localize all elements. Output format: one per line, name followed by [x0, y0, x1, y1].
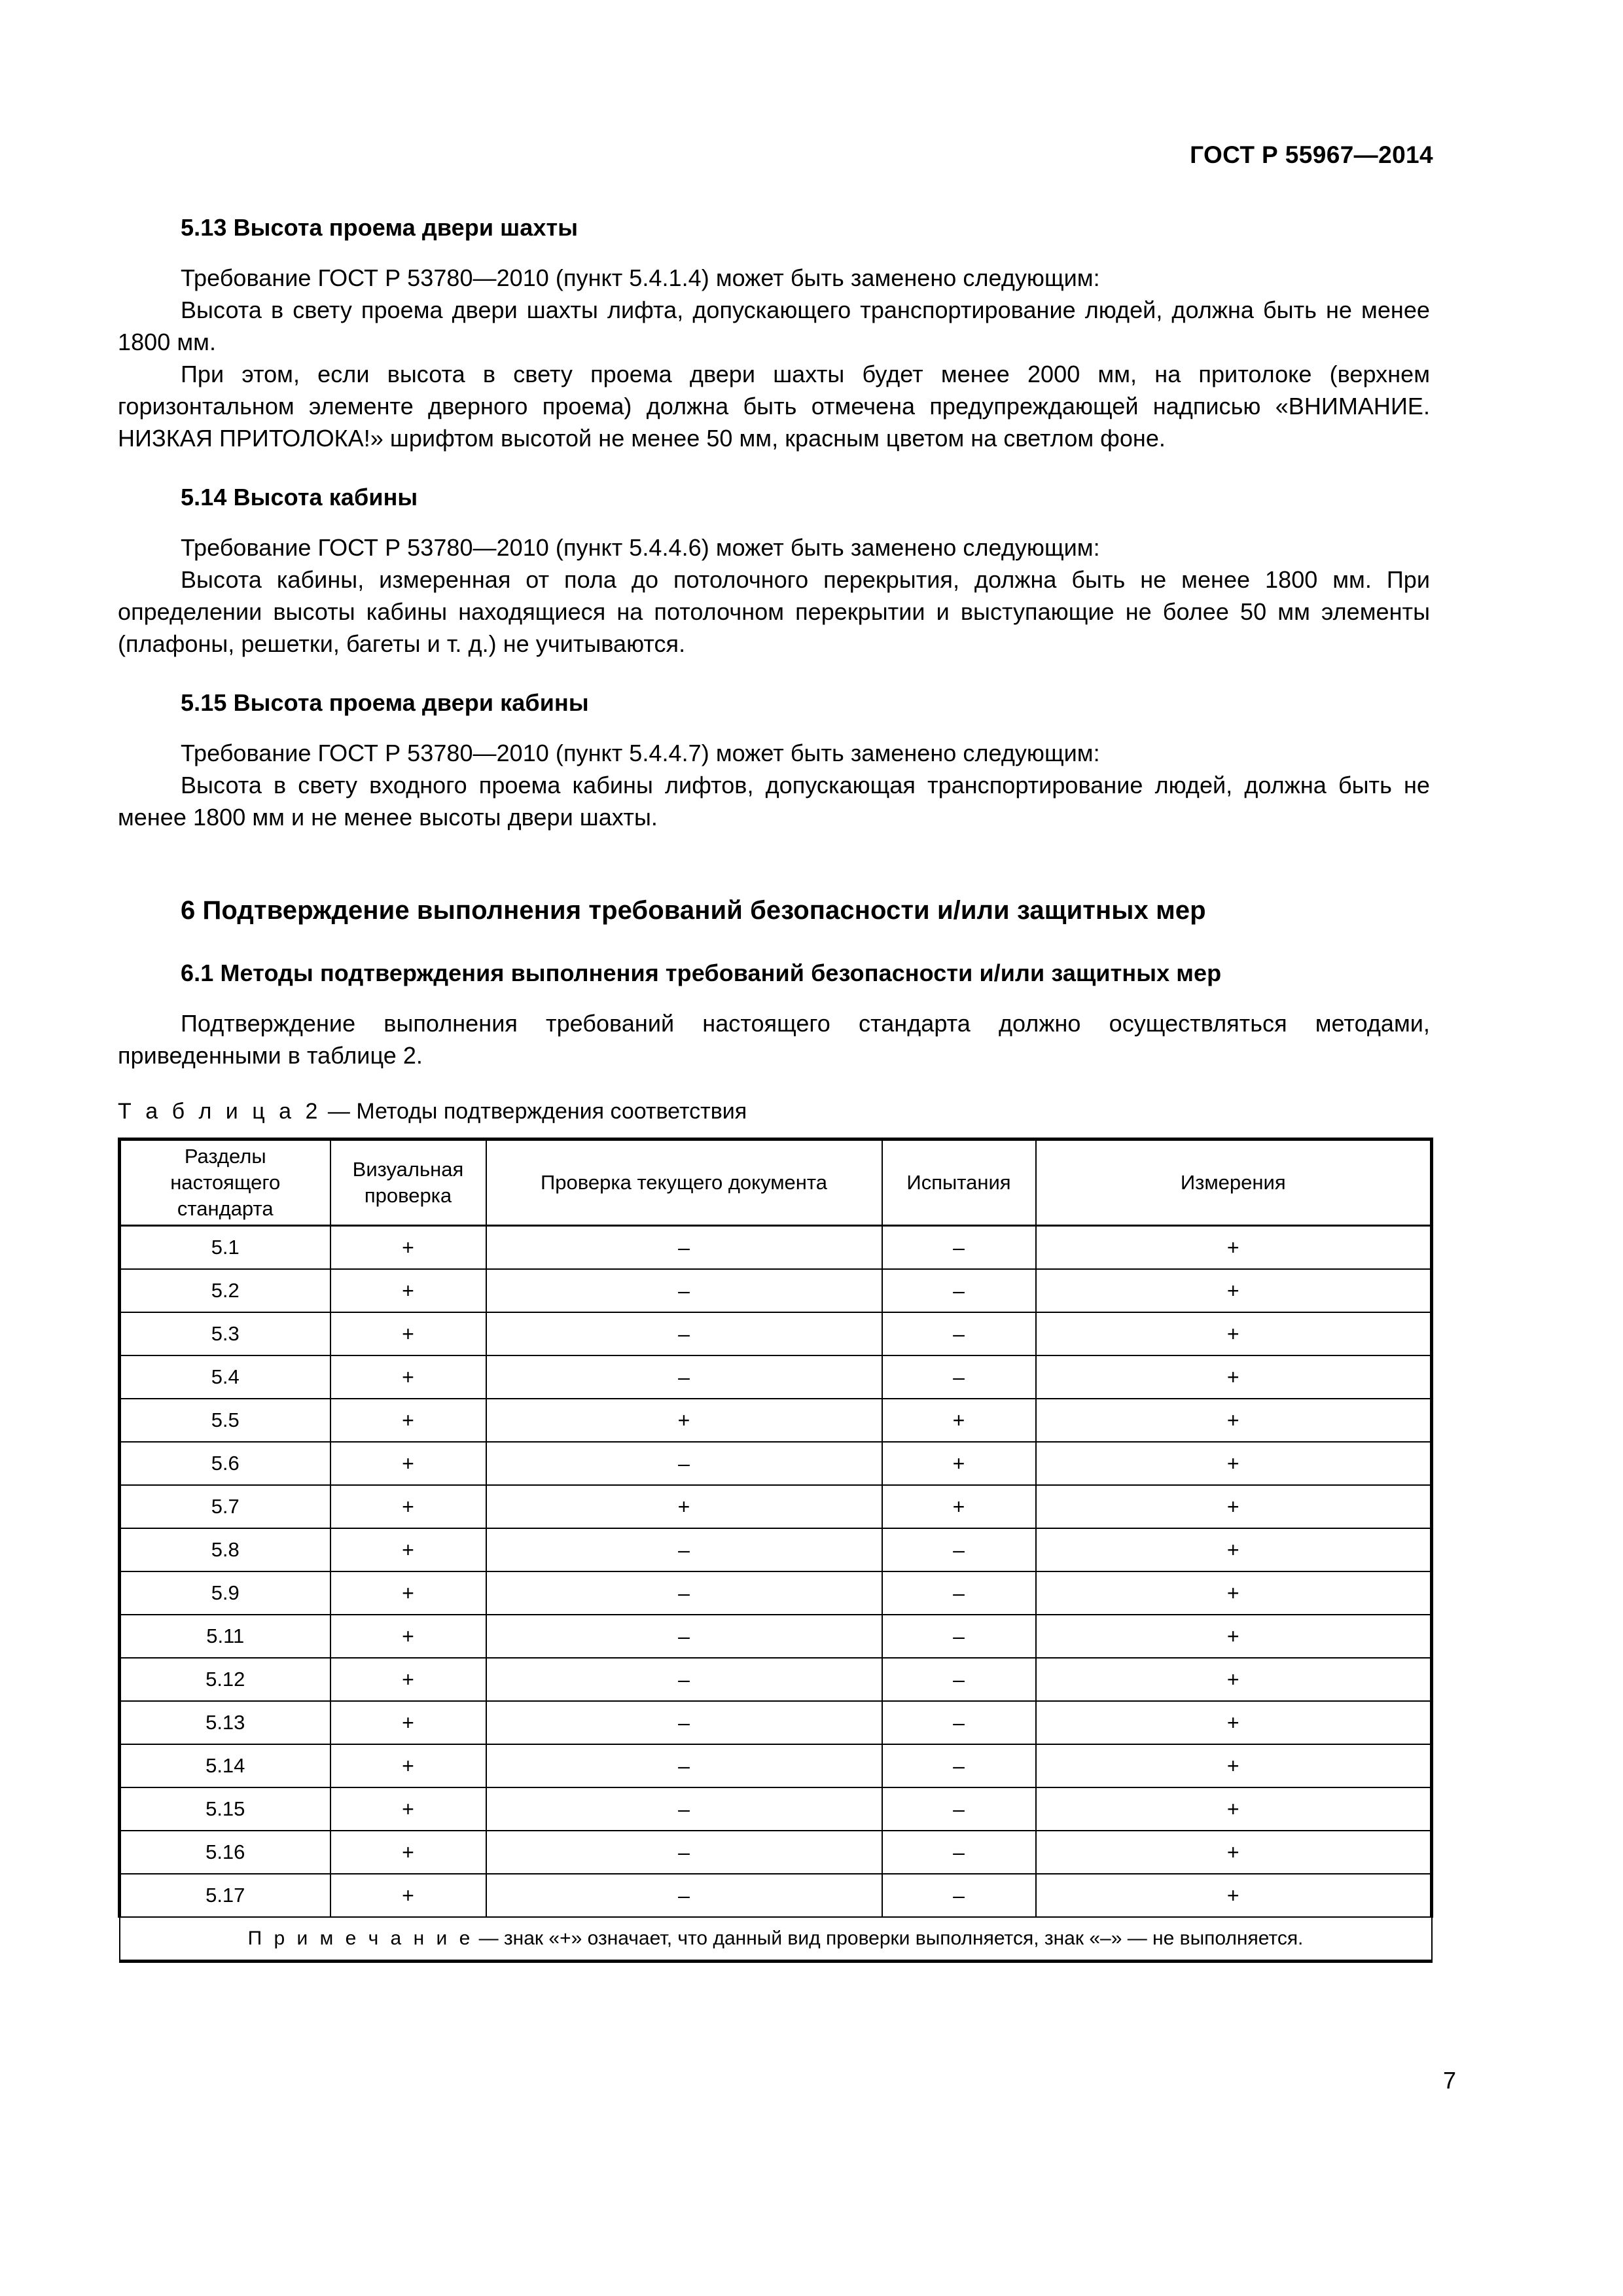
cell-visual-check: + — [330, 1701, 486, 1744]
cell-tests: – — [882, 1874, 1036, 1917]
cell-tests: – — [882, 1831, 1036, 1874]
table-row — [120, 1442, 1432, 1485]
cell-document-check: – — [486, 1701, 882, 1744]
cell-document-check: – — [486, 1355, 882, 1399]
cell-measurements: + — [1036, 1615, 1432, 1658]
chapter-heading-6: 6 Подтверждение выполнения требований безопасности и/или защитных мер — [181, 896, 1206, 925]
cell-visual-check: + — [330, 1399, 486, 1442]
cell-visual-check: + — [330, 1658, 486, 1701]
table-row — [120, 1269, 1432, 1312]
section-heading-5-14: 5.14 Высота кабины — [181, 484, 418, 511]
cell-visual-check: + — [330, 1355, 486, 1399]
table-note — [120, 1917, 1432, 1962]
column-header-document-check: Проверка текущего документа — [486, 1139, 882, 1226]
cell-document-check: – — [486, 1226, 882, 1270]
cell-section: 5.3 — [120, 1312, 330, 1355]
cell-visual-check: + — [330, 1226, 486, 1270]
cell-measurements: + — [1036, 1442, 1432, 1485]
cell-document-check: – — [486, 1269, 882, 1312]
cell-measurements: + — [1036, 1701, 1432, 1744]
table-row — [120, 1528, 1432, 1571]
cell-measurements: + — [1036, 1787, 1432, 1831]
methods-table-head — [120, 1139, 1432, 1226]
methods-table-wrapper — [118, 1138, 1430, 1963]
cell-measurements: + — [1036, 1269, 1432, 1312]
cell-tests: – — [882, 1744, 1036, 1787]
cell-document-check: + — [486, 1485, 882, 1528]
table-caption-dash: — — [321, 1099, 357, 1124]
column-header-tests: Испытания — [882, 1139, 1036, 1226]
cell-document-check: – — [486, 1658, 882, 1701]
cell-section: 5.2 — [120, 1269, 330, 1312]
section-5-13-paragraph-1: Требование ГОСТ Р 53780—2010 (пункт 5.4.1.4) может быть заменено следующим: — [181, 264, 1100, 291]
running-header-standard-title: ГОСТ Р 55967—2014 — [1190, 141, 1433, 168]
cell-document-check: – — [486, 1571, 882, 1615]
section-5-14-paragraph-1: Требование ГОСТ Р 53780—2010 (пункт 5.4.4.6) может быть заменено следующим: — [181, 534, 1100, 561]
table-row — [120, 1571, 1432, 1615]
cell-section: 5.12 — [120, 1658, 330, 1701]
cell-visual-check: + — [330, 1485, 486, 1528]
cell-section: 5.15 — [120, 1787, 330, 1831]
table-header-row — [120, 1139, 1432, 1226]
table-caption — [118, 1100, 1430, 1122]
cell-visual-check: + — [330, 1615, 486, 1658]
column-header-measurements: Измерения — [1036, 1139, 1432, 1226]
cell-tests: – — [882, 1658, 1036, 1701]
cell-measurements: + — [1036, 1831, 1432, 1874]
cell-document-check: – — [486, 1528, 882, 1571]
cell-measurements: + — [1036, 1226, 1432, 1270]
page-number: 7 — [1442, 2067, 1456, 2094]
cell-tests: + — [882, 1485, 1036, 1528]
cell-visual-check: + — [330, 1744, 486, 1787]
section-5-15-paragraph-1: Требование ГОСТ Р 53780—2010 (пункт 5.4.4.7) может быть заменено следующим: — [181, 740, 1100, 766]
cell-tests: – — [882, 1787, 1036, 1831]
cell-document-check: – — [486, 1442, 882, 1485]
table-row — [120, 1701, 1432, 1744]
cell-section: 5.8 — [120, 1528, 330, 1571]
cell-visual-check: + — [330, 1269, 486, 1312]
document-body — [118, 216, 1430, 1122]
cell-section: 5.13 — [120, 1701, 330, 1744]
cell-tests: – — [882, 1312, 1036, 1355]
cell-section: 5.5 — [120, 1399, 330, 1442]
cell-tests: + — [882, 1399, 1036, 1442]
cell-document-check: – — [486, 1787, 882, 1831]
section-5-15-paragraph-2: Высота в свету входного проема кабины лифтов, допускающая транспортирование людей, должна быть не менее 1800 мм и не менее высоты двери шахты. — [118, 772, 1430, 831]
cell-document-check: + — [486, 1399, 882, 1442]
section-heading-6-1: 6.1 Методы подтверждения выполнения требований безопасности и/или защитных мер — [181, 960, 1222, 986]
cell-document-check: – — [486, 1831, 882, 1874]
cell-measurements: + — [1036, 1571, 1432, 1615]
table-note-label: П р и м е ч а н и е — [247, 1928, 474, 1949]
section-5-14-paragraph-2: Высота кабины, измеренная от пола до потолочного перекрытия, должна быть не менее 1800 мм. При определении высоты кабины находящиеся на потолочном перекрытии и выступающие не более 50 мм элементы (плафоны, решетки, багеты и т. д.) не учитываются. — [118, 566, 1430, 657]
cell-section: 5.9 — [120, 1571, 330, 1615]
table-row — [120, 1485, 1432, 1528]
table-note-row — [120, 1917, 1432, 1962]
table-row — [120, 1831, 1432, 1874]
cell-measurements: + — [1036, 1355, 1432, 1399]
cell-measurements: + — [1036, 1658, 1432, 1701]
cell-section: 5.4 — [120, 1355, 330, 1399]
cell-measurements: + — [1036, 1528, 1432, 1571]
cell-document-check: – — [486, 1615, 882, 1658]
cell-document-check: – — [486, 1312, 882, 1355]
cell-visual-check: + — [330, 1831, 486, 1874]
cell-visual-check: + — [330, 1442, 486, 1485]
methods-table-body — [120, 1226, 1432, 1962]
cell-measurements: + — [1036, 1312, 1432, 1355]
cell-section: 5.14 — [120, 1744, 330, 1787]
cell-tests: – — [882, 1226, 1036, 1270]
table-row — [120, 1399, 1432, 1442]
table-row — [120, 1226, 1432, 1270]
table-row — [120, 1744, 1432, 1787]
cell-measurements: + — [1036, 1399, 1432, 1442]
cell-section: 5.6 — [120, 1442, 330, 1485]
cell-visual-check: + — [330, 1571, 486, 1615]
cell-tests: + — [882, 1442, 1036, 1485]
cell-section: 5.16 — [120, 1831, 330, 1874]
table-row — [120, 1787, 1432, 1831]
section-6-1-paragraph-1: Подтверждение выполнения требований настоящего стандарта должно осуществляться методами, приведенными в таблице 2. — [118, 1010, 1430, 1069]
cell-tests: – — [882, 1615, 1036, 1658]
cell-measurements: + — [1036, 1874, 1432, 1917]
cell-tests: – — [882, 1701, 1036, 1744]
table-row — [120, 1312, 1432, 1355]
table-row — [120, 1355, 1432, 1399]
cell-section: 5.17 — [120, 1874, 330, 1917]
cell-section: 5.1 — [120, 1226, 330, 1270]
section-heading-5-13: 5.13 Высота проема двери шахты — [181, 214, 579, 241]
table-row — [120, 1615, 1432, 1658]
cell-document-check: – — [486, 1874, 882, 1917]
table-caption-title: Методы подтверждения соответствия — [356, 1099, 747, 1124]
cell-document-check: – — [486, 1744, 882, 1787]
cell-visual-check: + — [330, 1787, 486, 1831]
table-row — [120, 1658, 1432, 1701]
table-row — [120, 1874, 1432, 1917]
table-caption-label: Т а б л и ц а 2 — [118, 1099, 322, 1124]
methods-table — [118, 1138, 1433, 1963]
column-header-sections: Разделы настоящего стандарта — [120, 1139, 330, 1226]
cell-measurements: + — [1036, 1744, 1432, 1787]
cell-tests: – — [882, 1355, 1036, 1399]
cell-visual-check: + — [330, 1874, 486, 1917]
cell-tests: – — [882, 1571, 1036, 1615]
section-5-13-paragraph-2: Высота в свету проема двери шахты лифта, допускающего транспортирование людей, должна быть не менее 1800 мм. — [118, 296, 1430, 355]
cell-visual-check: + — [330, 1312, 486, 1355]
cell-section: 5.7 — [120, 1485, 330, 1528]
table-note-text: — знак «+» означает, что данный вид проверки выполняется, знак «–» — не выполняется. — [473, 1928, 1304, 1949]
cell-tests: – — [882, 1528, 1036, 1571]
section-heading-5-15: 5.15 Высота проема двери кабины — [181, 689, 589, 716]
cell-section: 5.11 — [120, 1615, 330, 1658]
cell-measurements: + — [1036, 1485, 1432, 1528]
cell-visual-check: + — [330, 1528, 486, 1571]
section-5-13-paragraph-3: При этом, если высота в свету проема двери шахты будет менее 2000 мм, на притолоке (верхнем горизонтальном элементе дверного проема) должна быть отмечена предупреждающей надписью «ВНИМАНИЕ. НИЗКАЯ ПРИТОЛОКА!» шрифтом высотой не менее 50 мм, красным цветом на светлом фоне. — [118, 361, 1430, 452]
column-header-visual-check: Визуальная проверка — [330, 1139, 486, 1226]
cell-tests: – — [882, 1269, 1036, 1312]
